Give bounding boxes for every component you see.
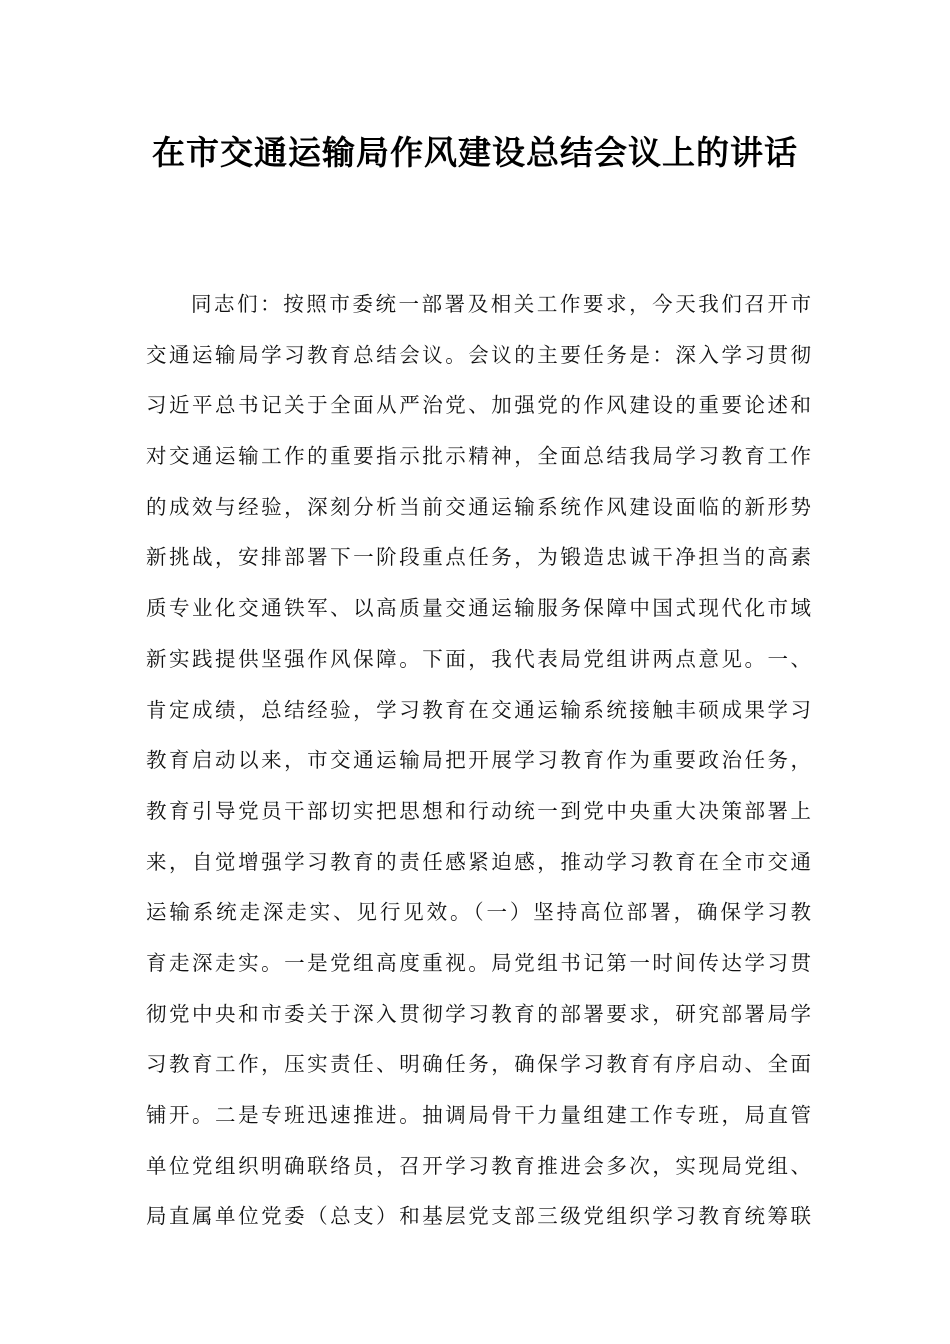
- body-line: 习教育工作，压实责任、明确任务，确保学习教育有序启动、全面: [146, 1052, 811, 1077]
- body-line: 教育启动以来，市交通运输局把开展学习教育作为重要政治任务，: [146, 748, 811, 773]
- body-line: 习近平总书记关于全面从严治党、加强党的作风建设的重要论述和: [146, 393, 811, 418]
- body-line: 的成效与经验，深刻分析当前交通运输系统作风建设面临的新形势: [146, 494, 811, 519]
- document-title: 在市交通运输局作风建设总结会议上的讲话: [152, 133, 798, 172]
- body-line: 局直属单位党委（总支）和基层党支部三级党组织学习教育统筹联: [146, 1204, 811, 1229]
- body-line: 对交通运输工作的重要指示批示精神，全面总结我局学习教育工作: [146, 444, 811, 469]
- body-line: 肯定成绩，总结经验，学习教育在交通运输系统接触丰硕成果学习: [146, 697, 811, 722]
- body-line: 彻党中央和市委关于深入贯彻学习教育的部署要求，研究部署局学: [146, 1001, 811, 1026]
- body-line: 新实践提供坚强作风保障。下面，我代表局党组讲两点意见。一、: [146, 646, 811, 671]
- body-line: 单位党组织明确联络员，召开学习教育推进会多次，实现局党组、: [146, 1153, 811, 1178]
- body-line: 育走深走实。一是党组高度重视。局党组书记第一时间传达学习贯: [146, 950, 811, 975]
- body-line: 运输系统走深走实、见行见效。（一）坚持高位部署，确保学习教: [146, 900, 811, 925]
- document-body: [146, 279, 811, 1242]
- body-line: 教育引导党员干部切实把思想和行动统一到党中央重大决策部署上: [146, 798, 811, 823]
- body-line: 来，自觉增强学习教育的责任感紧迫感，推动学习教育在全市交通: [146, 849, 811, 874]
- body-line: 交通运输局学习教育总结会议。会议的主要任务是：深入学习贯彻: [146, 342, 811, 367]
- body-line: 铺开。二是专班迅速推进。抽调局骨干力量组建工作专班，局直管: [146, 1103, 811, 1127]
- body-line: 新挑战，安排部署下一阶段重点任务，为锻造忠诚干净担当的高素: [146, 545, 811, 570]
- body-line: 质专业化交通铁军、以高质量交通运输服务保障中国式现代化市域: [146, 596, 811, 621]
- body-line: 同志们：按照市委统一部署及相关工作要求，今天我们召开市: [191, 292, 811, 316]
